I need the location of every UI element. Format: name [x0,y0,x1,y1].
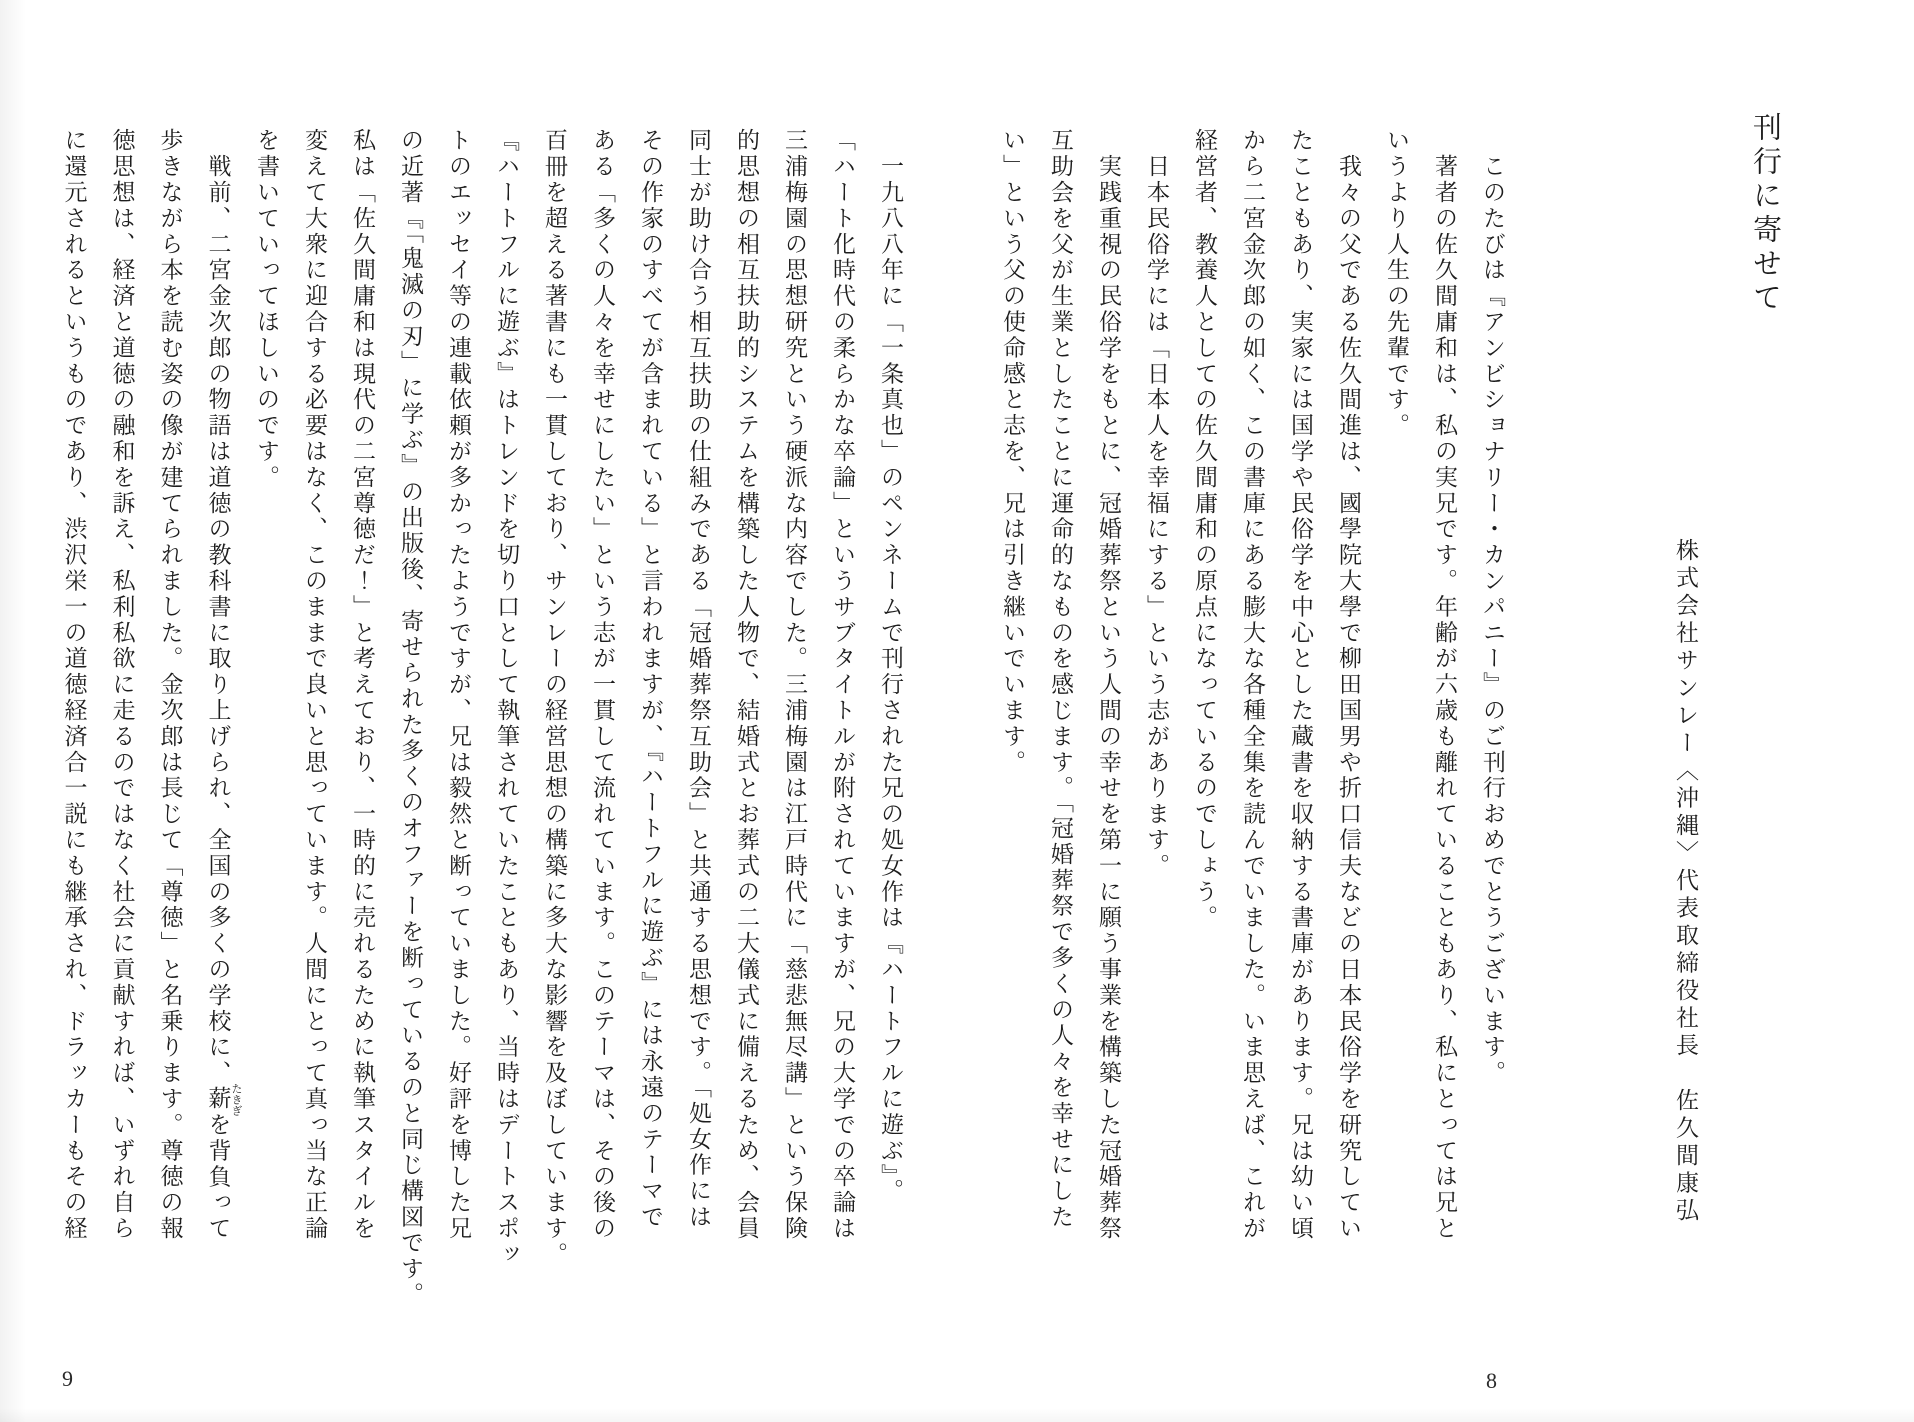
text-column: 実践重視の民俗学をもとに、冠婚葬祭という人間の幸せを第一に願う事業を構築した冠婚葬祭 [1096,128,1121,1242]
text-column: 著者の佐久間庸和は、私の実兄です。年齢が六歳も離れていることもあり、私にとっては兄と [1432,128,1457,1242]
text-column: いうより人生の先輩です。 [1384,128,1409,439]
author-line: 株式会社サンレー〈沖縄〉代表取締役社長 佐久間康弘 [1673,538,1698,1226]
text-column: 変えて大衆に迎合する必要はなく、このままで良いと思っています。人間にとって真っ当な正論 [302,128,327,1242]
text-column: の近著『「鬼滅の刃」に学ぶ』の出版後、寄せられた多くのオファーを断っているのと同じ構図です。 [398,128,423,1308]
text-column: 三浦梅園の思想研究という硬派な内容でした。三浦梅園は江戸時代に「慈悲無尽講」という保険 [782,128,807,1242]
left-page-body [50,128,914,1358]
text-column: その作家のすべてが含まれている」と言われますが、『ハートフルに遊ぶ』には永遠のテーマで [638,128,663,1231]
text-column: 我々の父である佐久間進は、國學院大學で柳田国男や折口信夫などの日本民俗学を研究してい [1336,128,1361,1242]
text-column: トのエッセイ等の連載依頼が多かったようですが、兄は毅然と断っていました。好評を博した兄 [446,128,471,1242]
text-column: 徳思想は、経済と道徳の融和を訴え、私利私欲に走るのではなく社会に貢献すれば、いずれ自ら [109,128,135,1242]
page-number-right: 8 [1486,1368,1497,1393]
text-column: に還元されるというものであり、渋沢栄一の道徳経済合一説にも継承され、ドラッカーもその経 [61,128,87,1242]
text-column: 同士が助け合う相互扶助の仕組みである「冠婚葬祭互助会」と共通する思想です。「処女作には [686,128,711,1231]
text-column: 的思想の相互扶助的システムを構築した人物で、結婚式とお葬式の二大儀式に備えるため、会員 [734,128,759,1242]
page-number-left: 9 [62,1366,73,1391]
page-title: 刊行に寄せて [1749,112,1781,316]
text-column: このたびは『アンビショナリー・カンパニー』のご刊行おめでとうございます。 [1480,128,1505,1087]
text-column: を書いていってほしいのです。 [254,128,279,491]
text-column: ある「多くの人々を幸せにしたい」という志が一貫して流れています。このテーマは、その後の [590,128,615,1242]
text-column-with-ruby: 戦前、二宮金次郎の物語は道徳の教科書に取り上げられ、全国の多くの学校に、薪 たきぎを背負って [205,128,242,1242]
text-column: 経営者、教養人としての佐久間庸和の原点になっているのでしょう。 [1192,128,1217,931]
text-column: 百冊を超える著書にも一貫しており、サンレーの経営思想の構築に多大な影響を及ぼしています。 [542,128,567,1268]
text-column: 互助会を父が生業としたことに運命的なものを感じます。「冠婚葬祭で多くの人々を幸せにした [1048,128,1073,1231]
text-column: い」という父の使命感と志を、兄は引き継いでいます。 [1000,128,1025,776]
text-column: 一九八八年に「一条真也」のペンネームで刊行された兄の処女作は『ハートフルに遊ぶ』。 [878,128,903,1205]
right-page-body [988,128,1516,1358]
text-column: 私は「佐久間庸和は現代の二宮尊徳だ！」と考えており、一時的に売れるために執筆スタイルを [350,128,375,1242]
text-column: 日本民俗学には「日本人を幸福にする」という志があります。 [1144,128,1169,880]
text-column: 歩きながら本を読む姿の像が建てられました。金次郎は長じて「尊徳」と名乗ります。尊徳の報 [157,128,183,1242]
text-column: から二宮金次郎の如く、この書庫にある膨大な各種全集を読んでいました。いま思えば、これが [1240,128,1265,1242]
text-column: 『ハートフルに遊ぶ』はトレンドを切り口として執筆されていたこともあり、当時はデートスポッ [494,128,519,1268]
ruby-annotation: 薪 たきぎ [205,1082,242,1116]
text-column: たこともあり、実家には国学や民俗学を中心とした蔵書を収納する書庫があります。兄は幼い頃 [1288,128,1313,1242]
text-column: 「ハート化時代の柔らかな卒論」というサブタイトルが附されていますが、兄の大学での卒論は [830,128,855,1242]
